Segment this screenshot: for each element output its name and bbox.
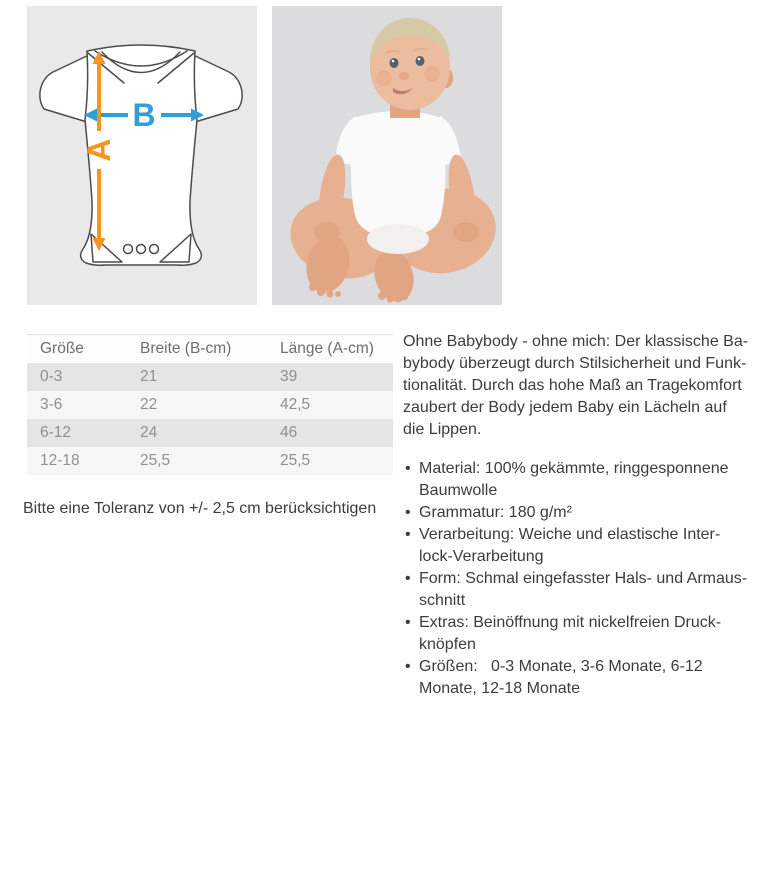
feature-item bbox=[403, 502, 773, 524]
length-label: A bbox=[81, 138, 117, 162]
size-table-cell: 42,5 bbox=[280, 396, 311, 413]
baby-photo bbox=[272, 6, 502, 305]
bullet-dot: • bbox=[405, 614, 411, 631]
size-table-column-header: Breite (B-cm) bbox=[127, 335, 267, 364]
baby-cheek-left bbox=[376, 70, 392, 86]
eye-glint-right bbox=[418, 58, 421, 61]
feature-item bbox=[403, 568, 773, 612]
size-table-row bbox=[27, 419, 393, 447]
feature-line: Größen: 0-3 Monate, 3-6 Monate, 6-12 bbox=[419, 658, 703, 675]
feature-line: Form: Schmal eingefasster Hals- und Armaus- bbox=[419, 570, 748, 587]
feature-line: knöpfen bbox=[419, 636, 476, 653]
snap-buttons bbox=[124, 245, 159, 254]
feature-line: Grammatur: 180 g/m² bbox=[419, 504, 572, 521]
size-table-cell: 22 bbox=[140, 396, 158, 413]
size-table-row bbox=[27, 363, 393, 391]
eye-glint-left bbox=[392, 60, 395, 63]
bullet-dot: • bbox=[405, 504, 411, 521]
tolerance-note: Bitte eine Toleranz von +/- 2,5 cm berücksichtigen bbox=[23, 500, 377, 517]
bodysuit-crotch bbox=[367, 224, 429, 254]
size-diagram-box bbox=[27, 6, 257, 305]
bullet-dot: • bbox=[405, 526, 411, 543]
feature-line: Extras: Beinöffnung mit nickelfreien Druck- bbox=[419, 614, 722, 631]
size-table-column-header: Länge (A-cm) bbox=[267, 335, 393, 364]
description-paragraph bbox=[403, 331, 773, 441]
size-diagram bbox=[27, 6, 257, 305]
baby-nose bbox=[399, 72, 409, 80]
description-line: zaubert der Body jedem Baby ein Lächeln auf bbox=[403, 399, 727, 416]
size-table-cell: 24 bbox=[140, 424, 158, 441]
baby-left-hand bbox=[314, 222, 340, 242]
feature-item bbox=[403, 524, 773, 568]
size-table bbox=[27, 334, 393, 475]
product-photo-box bbox=[272, 6, 502, 305]
feature-line: Monate, 12-18 Monate bbox=[419, 680, 580, 697]
feature-line: Baumwolle bbox=[419, 482, 498, 499]
feature-item bbox=[403, 612, 773, 656]
size-table-cell: 0-3 bbox=[40, 368, 63, 385]
baby-eye-left bbox=[390, 58, 399, 68]
size-table-row bbox=[27, 391, 393, 419]
size-table-cell: 25,5 bbox=[280, 452, 311, 469]
baby-cheek-right bbox=[424, 66, 440, 82]
feature-list bbox=[403, 458, 773, 700]
size-table-row bbox=[27, 447, 393, 475]
size-table-body bbox=[27, 363, 393, 475]
size-table-cell: 25,5 bbox=[140, 452, 171, 469]
feature-line: lock-Verarbeitung bbox=[419, 548, 544, 565]
feature-item bbox=[403, 656, 773, 700]
size-table-cell: 6-12 bbox=[40, 424, 72, 441]
feature-item bbox=[403, 458, 773, 502]
feature-line: Verarbeitung: Weiche und elastische Inter- bbox=[419, 526, 721, 543]
baby-right-hand bbox=[453, 222, 479, 242]
size-table-column-header: Größe bbox=[27, 335, 127, 364]
description-line: die Lippen. bbox=[403, 421, 482, 438]
bullet-dot: • bbox=[405, 570, 411, 587]
baby-eye-right bbox=[416, 56, 425, 66]
bullet-dot: • bbox=[405, 460, 411, 477]
size-table-cell: 21 bbox=[140, 368, 158, 385]
product-description bbox=[403, 331, 773, 700]
feature-line: Material: 100% gekämmte, ringgesponnene bbox=[419, 460, 729, 477]
bullet-dot: • bbox=[405, 658, 411, 675]
description-line: bybody überzeugt durch Stilsicherheit und Funk- bbox=[403, 355, 747, 372]
size-table-cell: 46 bbox=[280, 424, 298, 441]
size-table-cell: 39 bbox=[280, 368, 298, 385]
size-table-cell: 12-18 bbox=[40, 452, 80, 469]
description-line: Ohne Babybody - ohne mich: Der klassische Ba- bbox=[403, 333, 749, 350]
size-table-head-row bbox=[27, 335, 393, 364]
description-line: tionalität. Durch das hohe Maß an Tragekomfort bbox=[403, 377, 742, 394]
baby-bodysuit bbox=[351, 111, 446, 233]
feature-line: schnitt bbox=[419, 592, 466, 609]
width-label: B bbox=[132, 97, 156, 133]
size-table-cell: 3-6 bbox=[40, 396, 63, 413]
